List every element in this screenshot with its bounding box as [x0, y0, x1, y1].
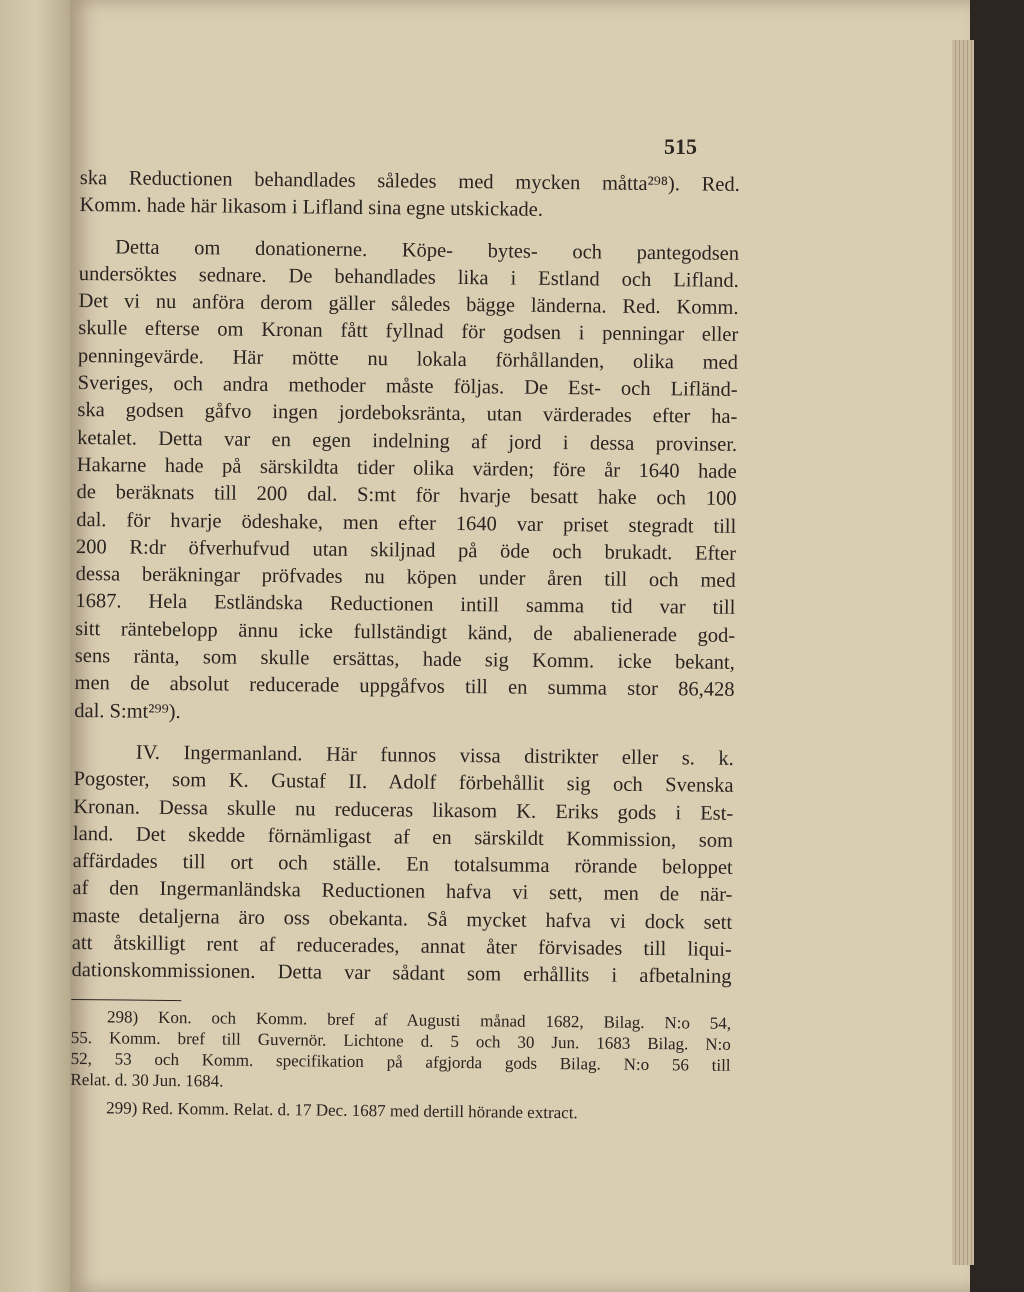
text-line: men de absolut reducerade uppgåfvos till en summa stor 86,428 — [74, 672, 735, 702]
text-line: Hakarne hade på särskildta tider olika värden; före år 1640 hade — [76, 453, 737, 483]
text-line: ketalet. Detta var en egen indelning af jord i dessa provinser. — [77, 426, 738, 456]
text-line: skulle efterse om Kronan fått fyllnad för godsen i penningar eller — [78, 317, 739, 347]
text-line: Kronan. Dessa skulle nu reduceras likasom K. Eriks gods i Est- — [73, 795, 734, 825]
footnote-line: 299) Red. Komm. Relat. d. 17 Dec. 1687 med dertill hörande extract. — [106, 1097, 578, 1122]
page-text — [70, 165, 740, 1124]
paragraph-1 — [79, 165, 740, 227]
paragraph-2 — [74, 234, 739, 732]
text-line: Pogoster, som K. Gustaf II. Adolf förbehållit sig och Svenska — [73, 768, 734, 798]
text-line: Detta om donationerne. Köpe- bytes- och pantegodsen — [115, 235, 740, 265]
footnote-line: 298) Kon. och Komm. bref af Augusti månad 1682, Bilag. N:o 54, — [106, 1006, 732, 1033]
text-line: 1687. Hela Estländska Reductionen intill samma tid var till — [75, 590, 736, 620]
text-line: penningevärde. Här mötte nu lokala förhållanden, olika med — [77, 344, 739, 374]
text-line: Det vi nu anföra derom gäller således bägge länderna. Red. Komm. — [78, 290, 739, 320]
page-number: 515 — [664, 134, 697, 159]
text-line: land. Det skedde förnämligast af en särskildt Kommission, som — [72, 822, 734, 852]
text-line: 200 R:dr öfverhufvud utan skiljnad på öde och brukadt. Efter — [75, 535, 737, 565]
text-line: undersöktes sednare. De behandlades lika i Estland och Lifland. — [78, 262, 739, 292]
text-line: ska godsen gåfvo ingen jordeboksränta, utan värderades efter ha- — [77, 399, 738, 429]
facing-page-edge — [0, 0, 70, 1292]
text-line: af den Ingermanländska Reductionen hafva vi sett, men de när- — [72, 877, 733, 907]
footnote-line: 52, 53 och Komm. specifikation på afgjorda gods Bilag. N:o 56 till — [70, 1048, 731, 1075]
text-line: dessa beräkningar pröfvades nu köpen under åren till och med — [75, 563, 736, 593]
text-line: dal. S:mt²⁹⁹). — [74, 699, 181, 723]
text-line: sens ränta, som skulle ersättas, hade sig Komm. icke bekant, — [74, 645, 735, 674]
text-line: Komm. hade här likasom i Lifland sina egne utskickade. — [79, 194, 544, 222]
text-line: dal. för hvarje ödeshake, men efter 1640 var priset stegradt till — [76, 508, 737, 538]
footnotes — [70, 1006, 731, 1125]
paragraph-3 — [71, 739, 734, 992]
text-line: dationskommissionen. Detta var sådant som erhållits i afbetalning — [71, 959, 732, 989]
text-line: att åtskilligt rent af reducerades, annat åter förvisades till liqui- — [71, 931, 732, 961]
text-line: Sveriges, och andra methoder måste följas. De Est- och Lifländ- — [77, 372, 738, 401]
text-line: sitt räntebelopp ännu icke fullständigt känd, de abalienerade god- — [75, 617, 736, 647]
text-line: affärdades till ort och ställe. En totalsumma rörande beloppet — [72, 850, 733, 879]
text-line: ska Reductionen behandlades således med mycken måtta²⁹⁸). Red. — [79, 166, 740, 196]
text-line: de beräknats till 200 dal. S:mt för hvarje besatt hake och 100 — [76, 481, 737, 511]
text-line: maste detaljerna äro oss obekanta. Så mycket hafva vi dock sett — [72, 904, 733, 934]
footnote-line: 55. Komm. bref till Guvernör. Lichtone d. 5 och 30 Jun. 1683 Bilag. N:o — [70, 1027, 731, 1054]
footnote-line: Relat. d. 30 Jun. 1684. — [70, 1069, 224, 1091]
page-stack-edges — [952, 40, 974, 1265]
text-line: IV. Ingermanland. Här funnos vissa distrikter eller s. k. — [135, 741, 734, 770]
footnote-divider — [71, 999, 181, 1001]
footnote-298 — [70, 1006, 731, 1097]
